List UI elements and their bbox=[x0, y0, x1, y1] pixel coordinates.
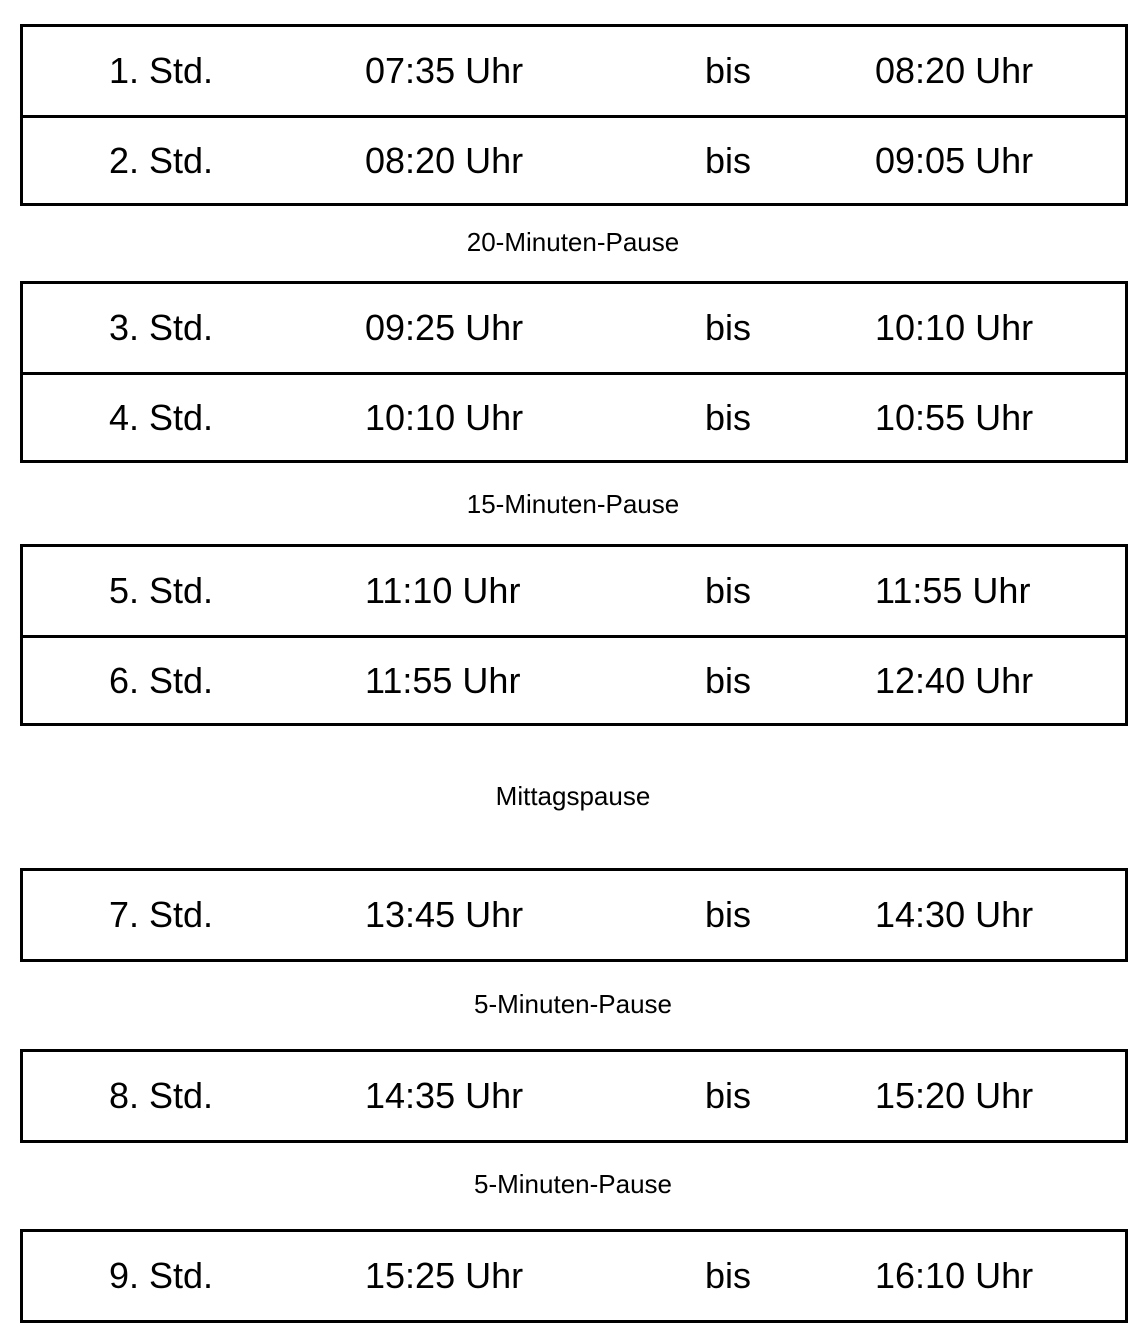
schedule-block-5 bbox=[20, 1049, 1128, 1143]
end-time: 10:55 Uhr bbox=[875, 396, 1034, 438]
start-time: 13:45 Uhr bbox=[365, 894, 524, 935]
period-row bbox=[23, 635, 1125, 723]
schedule-block-2 bbox=[20, 281, 1128, 463]
schedule-block-3 bbox=[20, 544, 1128, 726]
period-row bbox=[23, 1052, 1125, 1140]
period-row bbox=[23, 284, 1125, 372]
schedule-block-6 bbox=[20, 1229, 1128, 1323]
end-time: 08:20 Uhr bbox=[875, 50, 1034, 91]
period-label: 2. Std. bbox=[109, 139, 214, 181]
start-time: 09:25 Uhr bbox=[365, 307, 524, 348]
range-separator: bis bbox=[705, 570, 752, 611]
end-time: 09:05 Uhr bbox=[875, 139, 1034, 181]
period-row bbox=[23, 27, 1125, 115]
period-label: 4. Std. bbox=[109, 396, 214, 438]
end-time: 15:20 Uhr bbox=[875, 1075, 1034, 1116]
pause-label: 5-Minuten-Pause bbox=[474, 1169, 672, 1199]
end-time: 16:10 Uhr bbox=[875, 1255, 1034, 1296]
period-label: 5. Std. bbox=[109, 570, 214, 611]
range-separator: bis bbox=[705, 659, 752, 701]
end-time: 11:55 Uhr bbox=[875, 570, 1031, 611]
pause-label: 5-Minuten-Pause bbox=[474, 989, 672, 1019]
period-label: 6. Std. bbox=[109, 659, 214, 701]
start-time: 10:10 Uhr bbox=[365, 396, 524, 438]
schedule-block-1 bbox=[20, 24, 1128, 206]
end-time: 14:30 Uhr bbox=[875, 894, 1034, 935]
range-separator: bis bbox=[705, 894, 752, 935]
range-separator: bis bbox=[705, 1255, 752, 1296]
period-label: 8. Std. bbox=[109, 1075, 214, 1116]
end-time: 10:10 Uhr bbox=[875, 307, 1034, 348]
range-separator: bis bbox=[705, 50, 752, 91]
range-separator: bis bbox=[705, 307, 752, 348]
period-label: 3. Std. bbox=[109, 307, 214, 348]
period-label: 1. Std. bbox=[109, 50, 214, 91]
range-separator: bis bbox=[705, 1075, 752, 1116]
period-row bbox=[23, 372, 1125, 460]
period-row bbox=[23, 547, 1125, 635]
pause-label: Mittagspause bbox=[495, 781, 651, 811]
end-time: 12:40 Uhr bbox=[875, 659, 1034, 701]
period-row bbox=[23, 1232, 1125, 1320]
start-time: 14:35 Uhr bbox=[365, 1075, 524, 1116]
start-time: 08:20 Uhr bbox=[365, 139, 524, 181]
schedule-block-4 bbox=[20, 868, 1128, 962]
range-separator: bis bbox=[705, 139, 752, 181]
period-label: 7. Std. bbox=[109, 894, 214, 935]
range-separator: bis bbox=[705, 396, 752, 438]
start-time: 11:10 Uhr bbox=[365, 570, 521, 611]
start-time: 07:35 Uhr bbox=[365, 50, 524, 91]
start-time: 11:55 Uhr bbox=[365, 659, 521, 701]
start-time: 15:25 Uhr bbox=[365, 1255, 524, 1296]
pause-label: 15-Minuten-Pause bbox=[466, 489, 680, 519]
period-row bbox=[23, 115, 1125, 203]
period-row bbox=[23, 871, 1125, 959]
period-label: 9. Std. bbox=[109, 1255, 214, 1296]
pause-label: 20-Minuten-Pause bbox=[466, 227, 680, 257]
